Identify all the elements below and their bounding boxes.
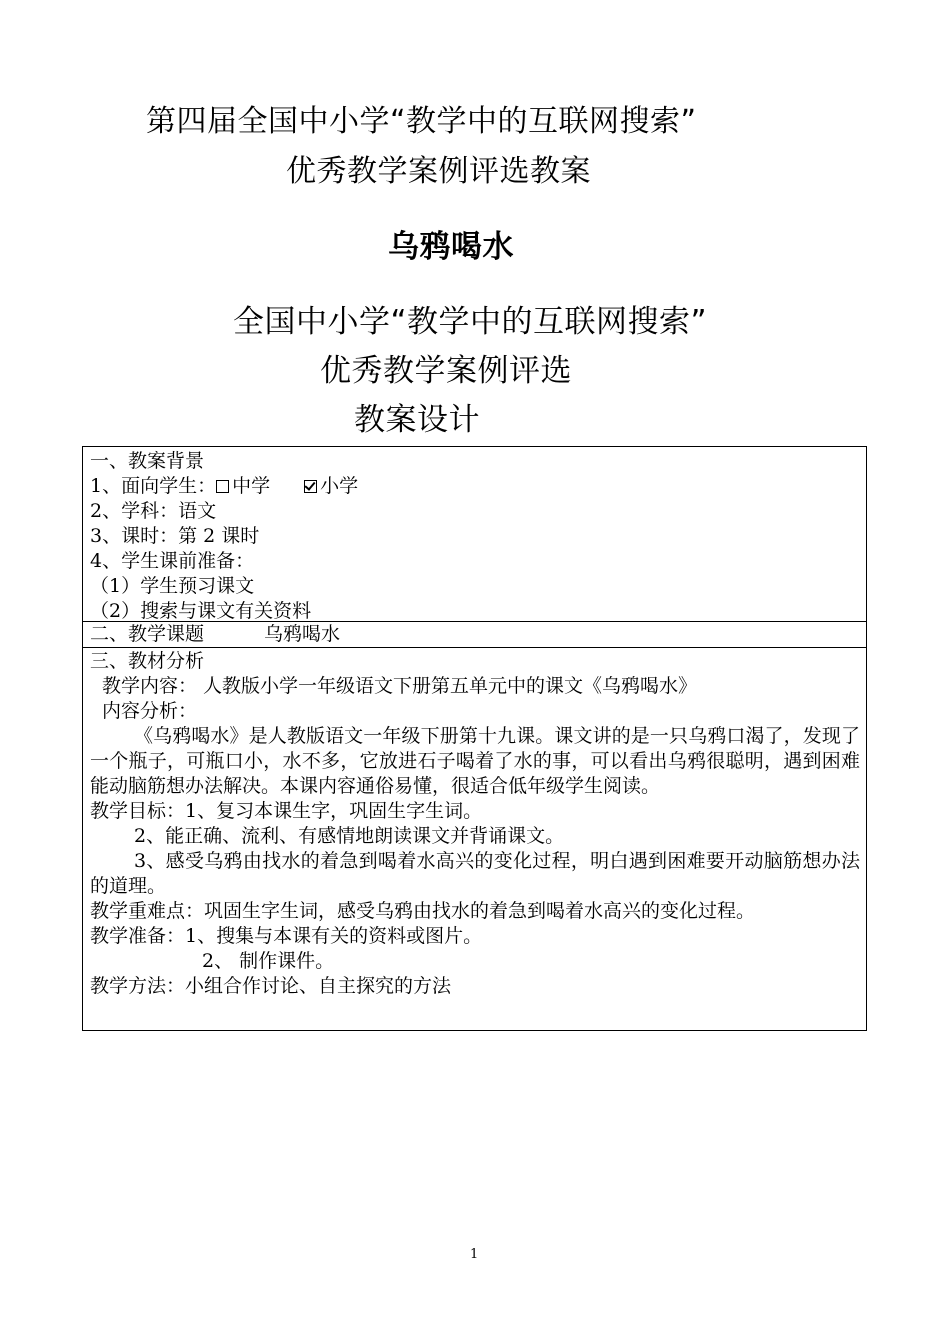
subtitle-line3: 教案设计 [354, 402, 480, 438]
content-analysis-text: 《乌鸦喝水》是人教版语文一年级下册第十九课。课文讲的是一只乌鸦口渴了，发现了一个瓶子，可瓶口小，水不多，它放进石子喝着了水的事，可以看出乌鸦很聪明，遇到困难能动脑筋想办法解决。本课内容通俗易懂，很适合低年级学生阅读。 [90, 725, 860, 797]
objective-2: 2、能正确、流利、有感情地朗读课文并背诵课文。 [134, 825, 565, 847]
analysis-heading: 三、教材分析 [90, 650, 205, 672]
audience-label: 1、面向学生： [90, 475, 217, 497]
period-line: 3、课时：第 2 课时 [90, 525, 260, 547]
audience-row [90, 474, 860, 499]
topic-value: 乌鸦喝水 [264, 623, 341, 645]
teaching-prep-2: 2、 制作课件。 [202, 950, 335, 972]
section-background [82, 446, 867, 622]
subject-line: 2、学科：语文 [90, 500, 217, 522]
student-prep-item: （2）搜索与课文有关资料 [90, 600, 312, 622]
section-topic [82, 621, 867, 648]
section-background-heading: 一、教案背景 [90, 450, 205, 472]
checkbox-middle-school[interactable] [216, 480, 229, 493]
key-points: 教学重难点：巩固生字生词，感受乌鸦由找水的着急到喝着水高兴的变化过程。 [90, 900, 756, 922]
student-prep-item: （1）学生预习课文 [90, 575, 255, 597]
content-analysis-label: 内容分析： [102, 700, 198, 722]
student-prep-heading: 4、学生课前准备： [90, 550, 255, 572]
checkbox-primary-school[interactable] [304, 480, 317, 493]
section-analysis [82, 647, 867, 1031]
main-title-line2: 优秀教学案例评选教案 [286, 154, 591, 189]
subtitle-line1: 全国中小学“教学中的互联网搜索” [233, 304, 708, 340]
teaching-prep-1: 教学准备：1、搜集与本课有关的资料或图片。 [90, 925, 483, 947]
topic-row [90, 622, 860, 647]
teaching-content: 教学内容： 人教版小学一年级语文下册第五单元中的课文《乌鸦喝水》 [102, 675, 698, 697]
option-primary-school-label: 小学 [320, 475, 359, 497]
page-number: 1 [470, 1247, 479, 1262]
option-middle-school-label: 中学 [232, 475, 271, 497]
main-title-line1: 第四届全国中小学“教学中的互联网搜索” [146, 104, 697, 139]
objective-3: 3、感受乌鸦由找水的着急到喝着水高兴的变化过程，明白遇到困难要开动脑筋想办法的道理。 [90, 850, 860, 897]
topic-heading: 二、教学课题 [90, 623, 205, 645]
subtitle-line2: 优秀教学案例评选 [320, 353, 572, 389]
lesson-title: 乌鸦喝水 [388, 229, 514, 265]
teaching-method: 教学方法：小组合作讨论、自主探究的方法 [90, 975, 452, 997]
objective-1: 教学目标：1、复习本课生字，巩固生字生词。 [90, 800, 483, 822]
